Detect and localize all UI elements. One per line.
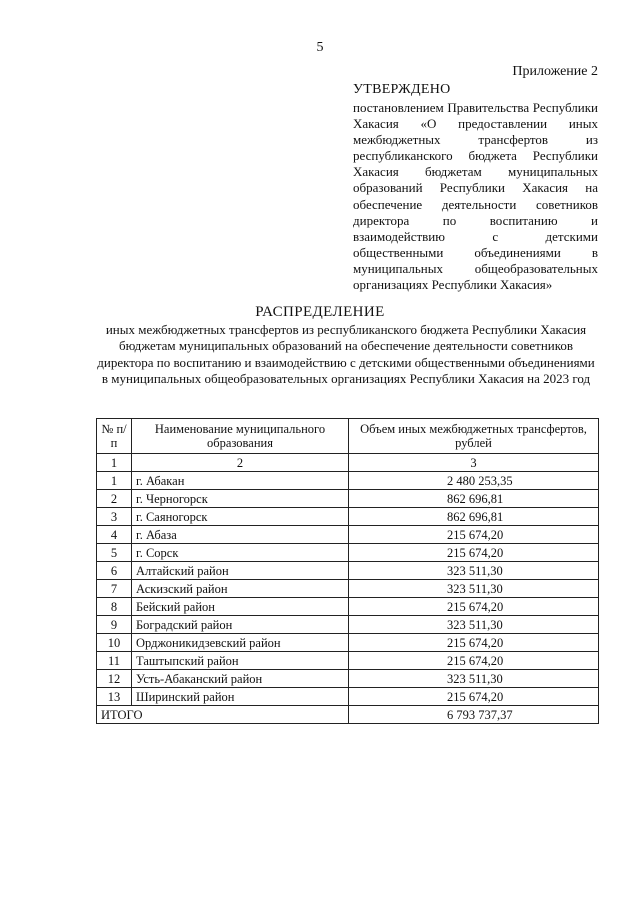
table-row: [97, 616, 599, 634]
amount-cell: 323 511,30: [349, 562, 599, 580]
row-number-cell: 13: [97, 688, 132, 706]
municipality-name-cell: Аскизский район: [132, 580, 349, 598]
row-number-cell: 6: [97, 562, 132, 580]
row-number-cell: 12: [97, 670, 132, 688]
amount-cell: 215 674,20: [349, 652, 599, 670]
total-amount: 6 793 737,37: [349, 706, 599, 724]
row-number-cell: 10: [97, 634, 132, 652]
index-cell: 3: [349, 454, 599, 472]
table-row: [97, 598, 599, 616]
municipality-name-cell: г. Черногорск: [132, 490, 349, 508]
table-row: [97, 580, 599, 598]
table-row: [97, 508, 599, 526]
document-title: РАСПРЕДЕЛЕНИЕ: [255, 304, 385, 320]
amount-cell: 862 696,81: [349, 490, 599, 508]
municipality-name-cell: Таштыпский район: [132, 652, 349, 670]
row-number-cell: 11: [97, 652, 132, 670]
row-number-cell: 9: [97, 616, 132, 634]
index-cell: 1: [97, 454, 132, 472]
row-number-cell: 7: [97, 580, 132, 598]
amount-cell: 215 674,20: [349, 544, 599, 562]
municipality-name-cell: Усть-Абаканский район: [132, 670, 349, 688]
row-number-cell: 8: [97, 598, 132, 616]
column-index-row: [97, 454, 599, 472]
document-subtitle: иных межбюджетных трансфертов из республиканского бюджета Республики Хакасия бюджетам муниципальных образований на обеспечение деятельности советников директора по воспитанию и взаимодействию с детскими общественными объединениями в муниципальных общеобразовательных организациях Республики Хакасия на 2023 год: [97, 322, 595, 386]
table-row: [97, 562, 599, 580]
municipality-name-cell: г. Саяногорск: [132, 508, 349, 526]
approval-text: постановлением Правительства Республики Хакасия «О предоставлении иных межбюджетных трансфертов из республиканского бюджета Республики Хакасия бюджетам муниципальных образований Республики Хакасия на обеспечение деятельности советников директора по воспитанию и взаимодействию с детскими общественными объединениями в муниципальных общеобразовательных организациях Республики Хакасия»: [353, 100, 598, 293]
amount-cell: 323 511,30: [349, 580, 599, 598]
amount-cell: 2 480 253,35: [349, 472, 599, 490]
municipality-name-cell: г. Сорск: [132, 544, 349, 562]
total-row: [97, 706, 599, 724]
table-header-row: [97, 419, 599, 454]
header-num: № п/п: [97, 419, 132, 454]
municipality-name-cell: г. Абакан: [132, 472, 349, 490]
table-row: [97, 688, 599, 706]
row-number-cell: 1: [97, 472, 132, 490]
table-row: [97, 652, 599, 670]
table-row: [97, 472, 599, 490]
row-number-cell: 3: [97, 508, 132, 526]
header-amount: Объем иных межбюджетных трансфертов, рублей: [349, 419, 599, 454]
header-name: Наименование муниципального образования: [132, 419, 349, 454]
amount-cell: 215 674,20: [349, 634, 599, 652]
index-cell: 2: [132, 454, 349, 472]
total-label: ИТОГО: [97, 706, 349, 724]
table-row: [97, 544, 599, 562]
allocation-table: [96, 418, 599, 724]
amount-cell: 862 696,81: [349, 508, 599, 526]
municipality-name-cell: Боградский район: [132, 616, 349, 634]
approval-block: [353, 81, 598, 293]
row-number-cell: 4: [97, 526, 132, 544]
amount-cell: 215 674,20: [349, 688, 599, 706]
municipality-name-cell: Алтайский район: [132, 562, 349, 580]
approval-heading: УТВЕРЖДЕНО: [353, 82, 451, 97]
appendix-label: Приложение 2: [512, 64, 598, 79]
municipality-name-cell: Орджоникидзевский район: [132, 634, 349, 652]
table-row: [97, 670, 599, 688]
row-number-cell: 5: [97, 544, 132, 562]
table-row: [97, 634, 599, 652]
table-row: [97, 490, 599, 508]
amount-cell: 215 674,20: [349, 526, 599, 544]
amount-cell: 215 674,20: [349, 598, 599, 616]
row-number-cell: 2: [97, 490, 132, 508]
municipality-name-cell: г. Абаза: [132, 526, 349, 544]
amount-cell: 323 511,30: [349, 670, 599, 688]
municipality-name-cell: Бейский район: [132, 598, 349, 616]
table-row: [97, 526, 599, 544]
municipality-name-cell: Ширинский район: [132, 688, 349, 706]
page-number: 5: [316, 40, 324, 55]
amount-cell: 323 511,30: [349, 616, 599, 634]
